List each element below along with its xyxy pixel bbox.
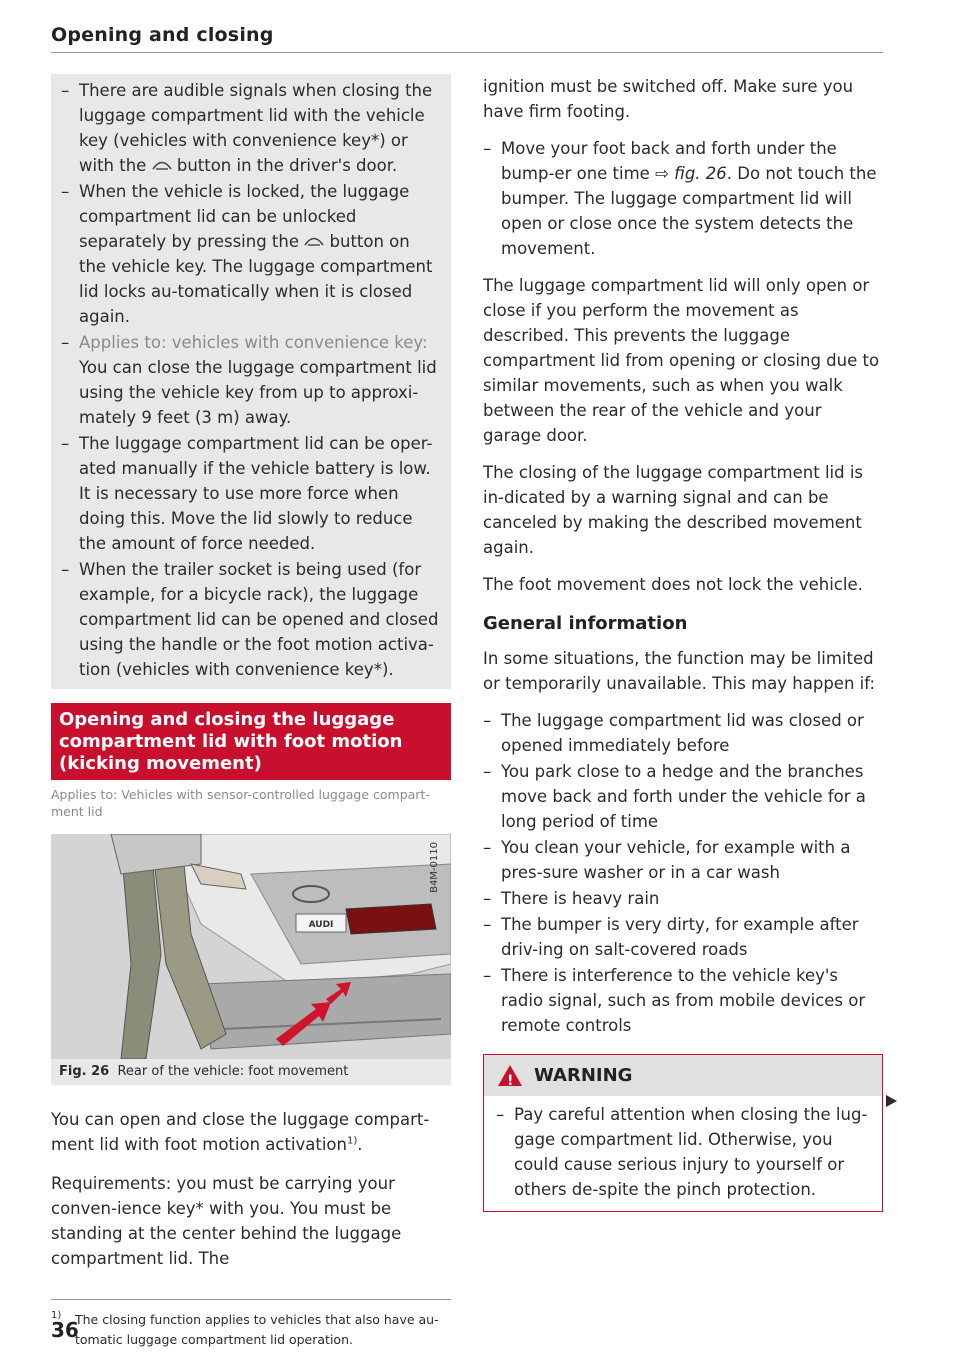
applies-to: Applies to: Vehicles with sensor-controlled luggage compart-ment lid [51, 787, 430, 819]
list-item: – You clean your vehicle, for example with a pres-sure washer or in a car wash [483, 835, 883, 885]
right-column [483, 74, 883, 1212]
paragraph-text: You can open and close the luggage compart-ment lid with foot motion activation [51, 1110, 430, 1154]
warning-body [484, 1096, 882, 1211]
list-item-text: Move your foot back and forth under the bump-er one time [501, 139, 837, 183]
warning-list [496, 1102, 870, 1202]
list-item: – The luggage compartment lid can be oper-ated manually if the vehicle battery is low. It is necessary to use more force when doing this. Move the lid slowly to reduce the amount of force needed. [61, 431, 441, 556]
trunk-button-icon [152, 159, 172, 171]
list-item: – You park close to a hedge and the branches move back and forth under the vehicle for a long period of time [483, 759, 883, 834]
list-item: – There is heavy rain [483, 886, 883, 911]
paragraph: In some situations, the function may be limited or temporarily unavailable. This may happen if: [483, 649, 876, 693]
paragraph: Requirements: you must be carrying your conven-ience key* with you. You must be standing at the center behind the luggage compartment lid. The [51, 1174, 402, 1268]
list-item: – Move your foot back and forth under the bump-er one time ⇨ fig. 26. Do not touch the bumper. The luggage compartment lid will open or close once the system detects the movement. [483, 136, 883, 261]
left-column [51, 74, 451, 1350]
page-header [51, 24, 883, 53]
list-item: – When the trailer socket is being used (for example, for a bicycle rack), the luggage compartment lid can be opened and closed using the handle or the foot motion activa-tion (vehicles with convenience key*). [61, 557, 441, 682]
figure-brand: AUDI [308, 920, 334, 930]
list-item: – Pay careful attention when closing the lug-gage compartment lid. Otherwise, you could cause serious injury to yourself or others de-spite the pinch protection. [496, 1102, 870, 1202]
paragraph: The luggage compartment lid will only open or close if you perform the movement as described. This prevents the luggage compartment lid from opening or closing due to similar movements, such as when you walk between the rear of the vehicle and your garage door. [483, 276, 880, 445]
figure-reference[interactable]: fig. 26 [674, 164, 727, 183]
warning-header [484, 1055, 882, 1096]
caption-label: Fig. 26 [59, 1064, 110, 1079]
notes-list [61, 78, 441, 682]
paragraph: You can open and close the luggage compart-ment lid with foot motion activation$^{1)}$. [51, 1110, 430, 1154]
page-title: Opening and closing [51, 24, 274, 46]
footnote [51, 1310, 451, 1350]
section-heading: Opening and closing the luggage compartment lid with foot motion (kicking movement) [51, 703, 451, 780]
trunk-button-icon [304, 235, 324, 247]
notes-box [51, 74, 451, 689]
list-item [61, 330, 441, 430]
footnote-mark: 1) [51, 1310, 62, 1321]
paragraph: ignition must be switched off. Make sure you have firm footing. [483, 77, 854, 121]
warning-box [483, 1054, 883, 1212]
list-item: – There is interference to the vehicle key's radio signal, such as from mobile devices or remote controls [483, 963, 883, 1038]
paragraph: The closing of the luggage compartment lid is in-dicated by a warning signal and can be canceled by making the described movement again. [483, 463, 864, 557]
list-item-text: There are audible signals when closing the luggage compartment lid with the vehicle key (vehicles with convenience key*) or with the [79, 81, 433, 175]
section-subheading: General information [483, 613, 688, 634]
applies-prefix: Applies to: vehicles with convenience key: [79, 333, 428, 352]
list-item-text: button on the vehicle key. The luggage compartment lid locks au-tomatically when it is closed again. [79, 232, 433, 326]
continue-arrow-icon [886, 1095, 897, 1107]
caption-text: Rear of the vehicle: foot movement [117, 1064, 349, 1079]
list-item [61, 179, 441, 329]
car-rear-illustration [51, 834, 451, 1059]
page-number: 36 [51, 1318, 79, 1342]
figure-code: B4M-0110 [429, 842, 440, 893]
list-item-text: button in the driver's door. [176, 156, 398, 175]
list-item-text: . Do not touch the bumper. The luggage compartment lid will open or close once the system detects the movement. [501, 164, 877, 258]
figure-caption [51, 1059, 451, 1085]
list-item-text: You can close the luggage compartment lid using the vehicle key from up to approxi-mately 9 feet (3 m) away. [79, 358, 437, 427]
list-item [61, 78, 441, 178]
footnote-divider [51, 1299, 451, 1300]
conditions-list [483, 708, 883, 1038]
paragraph: The foot movement does not lock the vehicle. [483, 575, 863, 594]
warning-triangle-icon [498, 1065, 522, 1086]
list-item: – The luggage compartment lid was closed or opened immediately before [483, 708, 883, 758]
figure-foot-movement [51, 834, 451, 1059]
warning-title: WARNING [534, 1065, 633, 1086]
list-item-text: When the vehicle is locked, the luggage compartment lid can be unlocked separately by pressing the [79, 182, 410, 251]
footnote-ref: 1) [347, 1135, 358, 1147]
steps-list [483, 136, 883, 261]
list-item: – The bumper is very dirty, for example after driv-ing on salt-covered roads [483, 912, 883, 962]
footnote-text: The closing function applies to vehicles that also have au-tomatic luggage compartment lid operation. [75, 1312, 439, 1347]
